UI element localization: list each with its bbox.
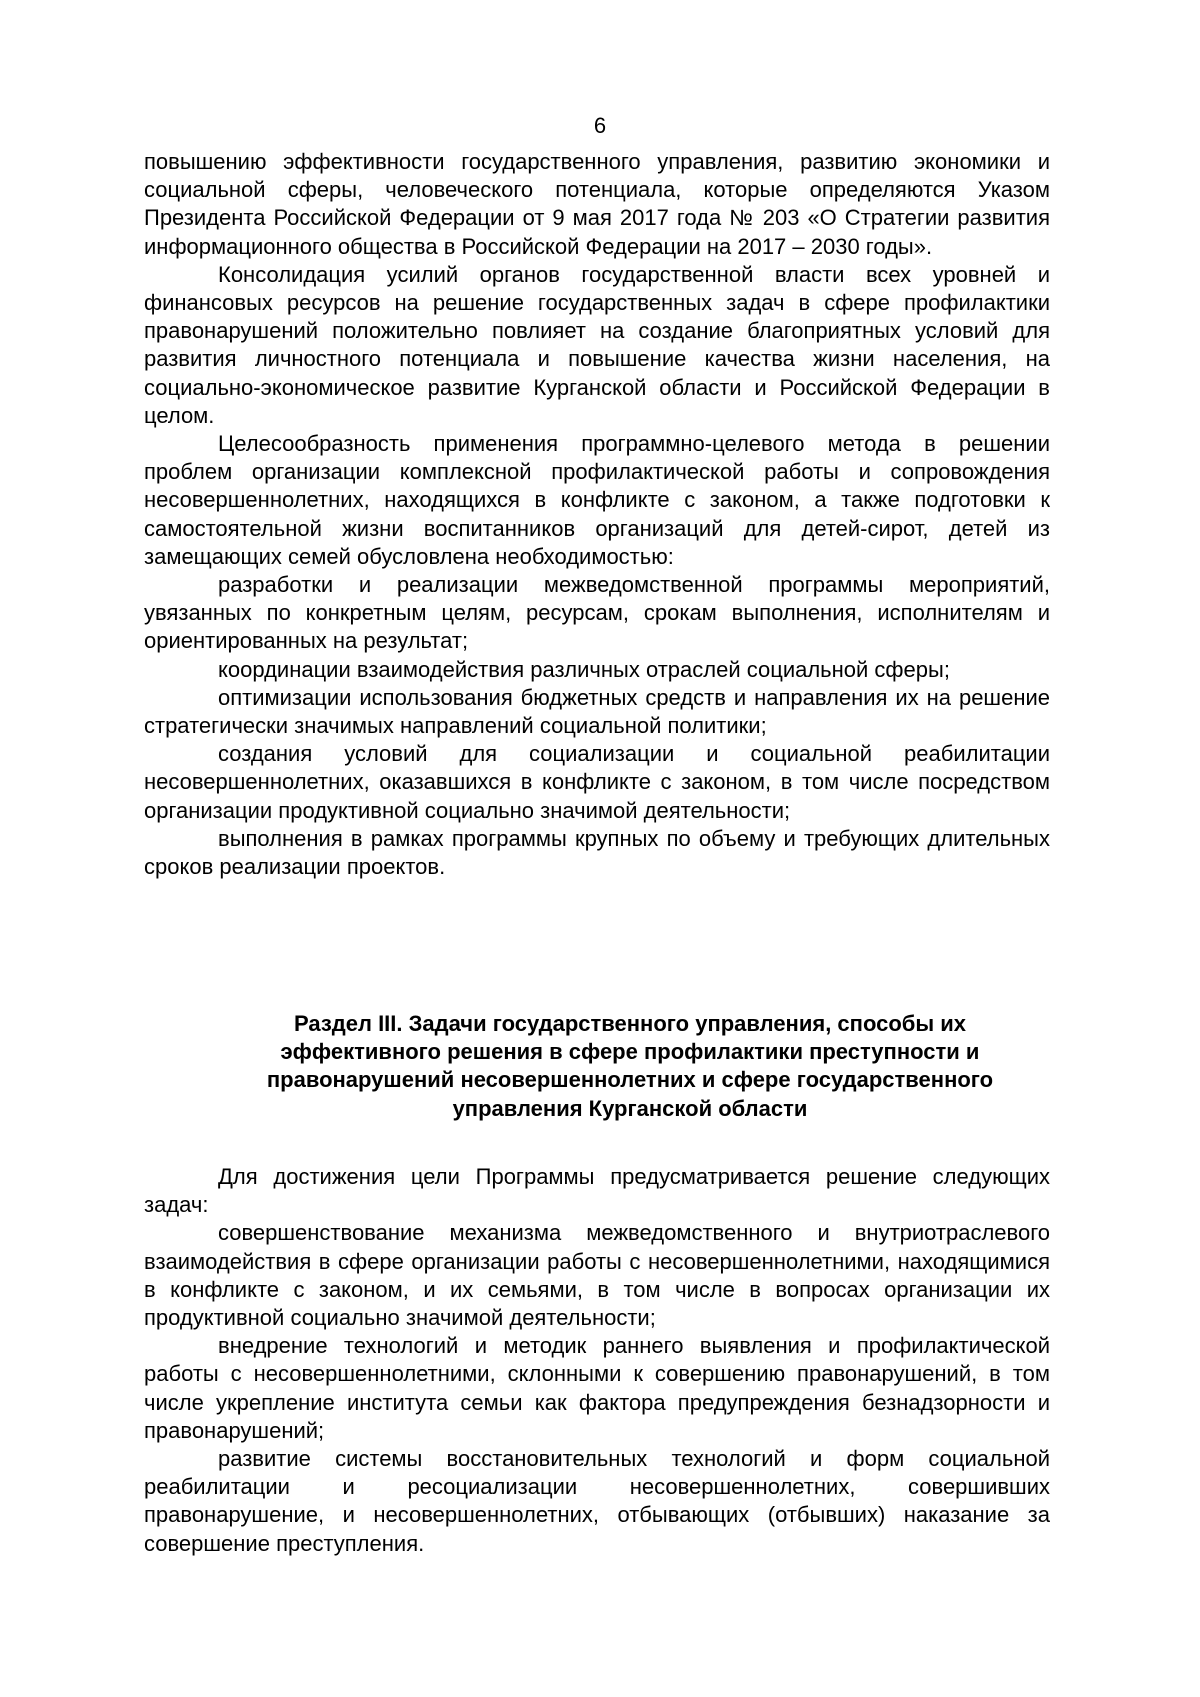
body-text-top: [144, 148, 1050, 881]
list-item-optimization: оптимизации использования бюджетных средств и направления их на решение стратегически значимых направлений социальной политики;: [144, 684, 1050, 739]
page-number: 6: [593, 113, 607, 138]
section-heading: [180, 1010, 1080, 1123]
section-heading-line: правонарушений несовершеннолетних и сфере государственного: [266, 1067, 994, 1093]
paragraph-continuation: повышению эффективности государственного управления, развитию экономики и социальной сферы, человеческого потенциала, которые определяются Указом Президента Российской Федерации от 9 мая 2017 года № 203 «О Стратегии развития информационного общества в Российской Федерации на 2017 – 2030 годы».: [144, 149, 1050, 259]
body-text-bottom: [144, 1163, 1050, 1558]
list-item-conditions: создания условий для социализации и социальной реабилитации несовершеннолетних, оказавшихся в конфликте с законом, в том числе посредством организации продуктивной социально значимой деятельности;: [144, 741, 1050, 823]
list-item-coordination: координации взаимодействия различных отраслей социальной сферы;: [218, 656, 950, 682]
section-heading-line: управления Курганской области: [452, 1095, 808, 1121]
section-heading-line: Раздел III. Задачи государственного управления, способы их: [293, 1011, 967, 1036]
paragraph-expediency: Целесообразность применения программно-целевого метода в решении проблем организации комплексной профилактической работы и сопровождения несовершеннолетних, находящихся в конфликте с законом, а также подготовки к самостоятельной жизни воспитанников организаций для детей-сирот, детей из замещающих семей обусловлена необходимостью:: [144, 431, 1050, 569]
section-heading-line: эффективного решения в сфере профилактики преступности и: [280, 1039, 980, 1065]
paragraph-tasks-intro: Для достижения цели Программы предусматривается решение следующих задач:: [144, 1164, 1050, 1218]
task-item-rehabilitation: развитие системы восстановительных технологий и форм социальной реабилитации и ресоциализации несовершеннолетних, совершивших правонарушение, и несовершеннолетних, отбывающих (отбывших) наказание за совершение преступления.: [144, 1446, 1050, 1556]
task-item-interaction: совершенствование механизма межведомственного и внутриотраслевого взаимодействия в сфере организации работы с несовершеннолетними, находящимися в конфликте с законом, и их семьями, в том числе в вопросах организации их продуктивной социально значимой деятельности;: [144, 1220, 1050, 1331]
list-item-execution: выполнения в рамках программы крупных по объему и требующих длительных сроков реализации проектов.: [144, 825, 1050, 880]
list-item-development: разработки и реализации межведомственной программы мероприятий, увязанных по конкретным целям, ресурсам, срокам выполнения, исполнителям и ориентированных на результат;: [144, 572, 1050, 654]
paragraph-consolidation: Консолидация усилий органов государственной власти всех уровней и финансовых ресурсов на решение государственных задач в сфере профилактики правонарушений положительно повлияет на создание благоприятных условий для развития личностного потенциала и повышение качества жизни населения, на социально-экономическое развитие Курганской области и Российской Федерации в целом.: [144, 261, 1050, 428]
task-item-early-detection: внедрение технологий и методик раннего выявления и профилактической работы с несовершеннолетними, склонными к совершению правонарушений, в том числе укрепление института семьи как фактора предупреждения безнадзорности и правонарушений;: [144, 1333, 1050, 1443]
